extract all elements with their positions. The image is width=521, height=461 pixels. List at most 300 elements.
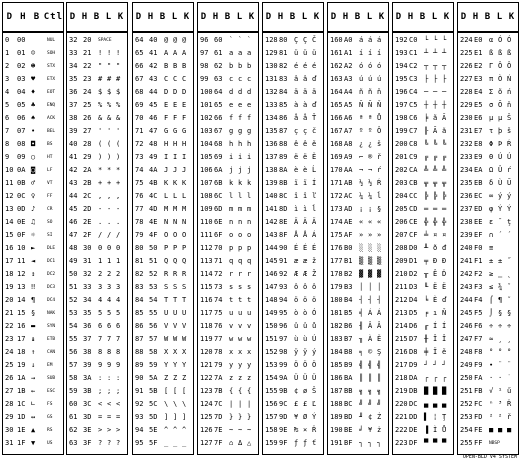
code-cell: 111 (200, 231, 213, 239)
code-cell: BD (344, 413, 353, 421)
code-cell: ň (507, 101, 512, 109)
header-label: H (472, 12, 480, 22)
code-cell: ü (312, 49, 317, 57)
code-row (3, 385, 63, 398)
code-cell: ß (507, 49, 512, 57)
code-cell: 3E (83, 426, 92, 434)
code-cell: 41 (69, 153, 78, 161)
code-row (67, 398, 127, 411)
code-row (328, 359, 388, 372)
code-row (133, 320, 193, 333)
code-row (67, 34, 127, 47)
code-cell: à (303, 101, 308, 109)
code-row (198, 190, 258, 203)
code-cell: 9 (98, 361, 103, 369)
code-cell: EC (474, 192, 483, 200)
code-cell: 51 (149, 257, 158, 265)
code-cell: ↨ (31, 335, 36, 343)
code-cell: ď (312, 75, 317, 83)
code-row (133, 34, 193, 47)
code-row (393, 307, 453, 320)
code-cell: F0 (474, 244, 483, 252)
code-cell: 42 (149, 62, 158, 70)
code-row (393, 437, 453, 450)
code-cell: 55 (69, 335, 78, 343)
code-cell: ∩ (489, 231, 494, 239)
code-cell: ◘ (31, 140, 36, 148)
code-cell: Δ (238, 439, 243, 447)
code-cell: VT (47, 181, 53, 186)
code-row (458, 138, 518, 151)
code-cell: ○ (31, 153, 36, 161)
code-row (458, 333, 518, 346)
code-cell: " (116, 62, 121, 70)
code-cell: ä (294, 88, 299, 96)
code-row (393, 177, 453, 190)
code-cell: Ô (507, 62, 512, 70)
code-cell: / (116, 231, 121, 239)
code-cell: ů (312, 322, 317, 330)
code-row (458, 112, 518, 125)
code-cell: D5 (409, 309, 418, 317)
code-cell: ≈ (489, 335, 494, 343)
code-cell: ◄ (31, 257, 36, 265)
code-cell: φ (489, 205, 494, 213)
code-cell: 96 (200, 36, 209, 44)
code-row (458, 125, 518, 138)
code-cell: ř (377, 153, 382, 161)
code-cell: 5F (149, 439, 158, 447)
code-cell: 32 (69, 36, 78, 44)
code-cell: 240 (460, 244, 473, 252)
code-cell: f (238, 114, 243, 122)
code-cell: 125 (200, 413, 213, 421)
code-cell: Í (442, 322, 447, 330)
code-cell: 200 (395, 140, 408, 148)
code-cell: 34 (69, 62, 78, 70)
code-cell: US (47, 441, 53, 446)
code-cell: ☻ (31, 62, 36, 70)
code-row (393, 385, 453, 398)
code-row (458, 307, 518, 320)
code-cell: F8 (474, 348, 483, 356)
code-cell: 56 (69, 348, 78, 356)
code-cell: ŕ (377, 166, 382, 174)
header-label: H (81, 12, 89, 22)
code-cell: SI (47, 233, 53, 238)
code-cell: ▄ (442, 400, 447, 408)
code-row (458, 47, 518, 60)
code-cell: 4 (98, 296, 103, 304)
code-cell: CR (47, 207, 53, 212)
code-cell: x (247, 348, 252, 356)
code-row (263, 190, 323, 203)
code-row (393, 60, 453, 73)
code-cell: ┼ (424, 101, 429, 109)
code-row (263, 320, 323, 333)
column-header (3, 3, 63, 33)
code-cell: ( (98, 140, 103, 148)
code-cell: 159 (265, 439, 278, 447)
code-cell: 216 (395, 348, 408, 356)
code-cell: 67 (135, 75, 144, 83)
code-cell: U (182, 309, 187, 317)
code-cell: a (247, 49, 252, 57)
code-cell: Ú (507, 153, 512, 161)
code-cell: ç (294, 127, 299, 135)
code-cell: 123 (200, 387, 213, 395)
header-label: D (200, 12, 208, 22)
code-cell: 102 (200, 114, 213, 122)
code-row (67, 424, 127, 437)
header-label: D (69, 12, 77, 22)
code-row (198, 47, 258, 60)
code-row (3, 86, 63, 99)
code-cell: 2B (83, 179, 92, 187)
code-cell: ű (507, 387, 512, 395)
code-cell: ! (116, 49, 121, 57)
code-cell: n (247, 218, 252, 226)
code-cell: V (164, 322, 169, 330)
code-cell: 1 (116, 257, 121, 265)
code-cell: 245 (460, 309, 473, 317)
code-row (263, 164, 323, 177)
code-cell: 195 (395, 75, 408, 83)
code-cell: ê (303, 140, 308, 148)
code-cell: 80 (135, 244, 144, 252)
code-cell: n (229, 218, 234, 226)
code-cell: ¢ (294, 387, 299, 395)
code-cell: 61 (214, 49, 223, 57)
code-cell: NBSP (489, 441, 500, 446)
code-cell: 146 (265, 270, 278, 278)
code-cell: 91 (135, 387, 144, 395)
code-cell: 31 (83, 257, 92, 265)
code-cell: s (247, 283, 252, 291)
code-cell: DC3 (47, 285, 56, 290)
code-cell: 5C (149, 400, 158, 408)
code-cell: Õ (498, 101, 503, 109)
code-cell: Q (173, 257, 178, 265)
header-label: D (135, 12, 143, 22)
code-cell: E3 (474, 75, 483, 83)
code-cell: á (359, 36, 364, 44)
column-header (458, 3, 518, 33)
code-cell: µ (489, 114, 494, 122)
code-cell: D3 (409, 283, 418, 291)
code-row (3, 60, 63, 73)
code-cell: _ (173, 439, 178, 447)
code-cell: 24 (5, 348, 14, 356)
code-cell: 50 (69, 270, 78, 278)
code-cell: ╬ (433, 218, 438, 226)
code-row (133, 307, 193, 320)
code-row (328, 34, 388, 47)
code-cell: 65 (214, 101, 223, 109)
code-cell: 81 (135, 257, 144, 265)
code-cell: š (377, 140, 382, 148)
code-cell: 55 (149, 309, 158, 317)
code-row (458, 216, 518, 229)
code-cell: ˇ (507, 283, 512, 291)
code-cell: 59 (149, 361, 158, 369)
code-row (393, 268, 453, 281)
code-cell: S (182, 283, 187, 291)
column-header (133, 3, 193, 33)
code-cell: Ì (433, 426, 438, 434)
code-row (263, 177, 323, 190)
code-cell: ETB (47, 337, 56, 342)
code-cell: 27 (83, 127, 92, 135)
code-row (3, 359, 63, 372)
code-cell: G (173, 127, 178, 135)
code-cell: 2A (83, 166, 92, 174)
code-cell: 8 (116, 348, 121, 356)
code-cell: H (164, 140, 169, 148)
code-cell: ı (433, 309, 438, 317)
code-cell: M (164, 205, 169, 213)
code-cell: 25 (83, 101, 92, 109)
code-row (198, 307, 258, 320)
code-cell: 34 (83, 296, 92, 304)
code-row (3, 424, 63, 437)
code-cell: Š (312, 387, 317, 395)
code-cell: 43 (149, 75, 158, 83)
code-cell: N (164, 218, 169, 226)
code-row (67, 333, 127, 346)
code-cell: U (164, 309, 169, 317)
code-cell: ß (498, 49, 503, 57)
code-cell: { (238, 387, 243, 395)
code-cell: ▀ (424, 439, 429, 447)
code-cell: À (368, 335, 373, 343)
code-cell: - (107, 205, 112, 213)
code-cell: ( (116, 140, 121, 148)
code-cell: ▓ (359, 270, 364, 278)
code-row (458, 34, 518, 47)
code-cell: z (247, 374, 252, 382)
code-cell: 52 (149, 270, 158, 278)
header-label: D (6, 12, 13, 22)
code-cell: 43 (69, 179, 78, 187)
code-row (3, 203, 63, 216)
code-cell: 40 (149, 36, 158, 44)
code-cell: Ä (303, 218, 308, 226)
code-cell: ╚ (442, 140, 447, 148)
code-cell: 237 (460, 205, 473, 213)
code-cell: ╝ (359, 400, 364, 408)
code-cell: ⌂ (229, 439, 234, 447)
code-cell: 9 (116, 361, 121, 369)
code-cell: ð (433, 244, 438, 252)
code-cell: ˛ (507, 270, 512, 278)
code-cell: Ű (507, 179, 512, 187)
code-cell: 9D (279, 413, 288, 421)
code-cell: Ď (442, 270, 447, 278)
code-cell: [ (173, 387, 178, 395)
code-cell: 184 (330, 348, 343, 356)
code-cell: 198 (395, 114, 408, 122)
code-cell: 18 (5, 270, 14, 278)
code-cell: Ø (303, 413, 308, 421)
code-cell: 155 (265, 387, 278, 395)
code-cell: $ (107, 88, 112, 96)
code-cell: P (173, 244, 178, 252)
code-cell: DC (409, 400, 418, 408)
code-cell: y (238, 361, 243, 369)
code-cell: ∞ (489, 192, 494, 200)
code-cell: 129 (265, 49, 278, 57)
code-cell: 4A (149, 166, 158, 174)
code-cell: ? (107, 439, 112, 447)
code-cell: . (107, 218, 112, 226)
code-cell: 85 (135, 309, 144, 317)
code-cell: Á (312, 231, 317, 239)
code-row (458, 294, 518, 307)
code-cell: 7 (5, 127, 10, 135)
code-cell: ^ (164, 426, 169, 434)
code-cell: L (173, 192, 178, 200)
code-cell: q (247, 257, 252, 265)
code-cell: z (229, 374, 234, 382)
code-cell: 122 (200, 374, 213, 382)
code-row (458, 60, 518, 73)
code-cell: 185 (330, 361, 343, 369)
code-cell: ╢ (359, 322, 364, 330)
code-cell: Ŕ (507, 140, 512, 148)
code-cell: 10 (5, 166, 14, 174)
code-row (67, 281, 127, 294)
code-row (263, 268, 323, 281)
code-cell: 86 (279, 114, 288, 122)
code-cell: ľ (312, 192, 317, 200)
code-cell: 0A (17, 166, 26, 174)
code-cell: H (182, 140, 187, 148)
code-row (3, 346, 63, 359)
code-cell: │ (377, 283, 382, 291)
code-row (198, 125, 258, 138)
code-cell: t (229, 296, 234, 304)
code-cell: ∟ (31, 400, 36, 408)
code-cell: ┤ (359, 296, 364, 304)
code-row (328, 203, 388, 216)
code-cell: 11 (17, 257, 26, 265)
code-cell: 5D (149, 413, 158, 421)
code-cell: t (247, 296, 252, 304)
code-cell: DF (409, 439, 418, 447)
code-cell: O (182, 231, 187, 239)
code-cell: └ (442, 36, 447, 44)
code-row (328, 333, 388, 346)
code-cell: F6 (474, 322, 483, 330)
code-cell: 167 (330, 127, 343, 135)
code-cell: ÿ (303, 348, 308, 356)
header-label: K (313, 12, 321, 22)
code-cell: ¿ (368, 140, 373, 148)
code-cell: ╪ (424, 348, 429, 356)
code-cell: 22 (83, 62, 92, 70)
code-cell: § (377, 205, 382, 213)
code-cell: T (164, 296, 169, 304)
code-cell: EOT (47, 90, 56, 95)
code-row (328, 112, 388, 125)
code-cell: 02 (17, 62, 26, 70)
code-cell: 109 (200, 205, 213, 213)
code-cell: 191 (330, 439, 343, 447)
code-row (458, 255, 518, 268)
code-cell: 50 (149, 244, 158, 252)
code-cell: Þ (498, 140, 503, 148)
code-cell: W (182, 335, 187, 343)
code-cell: 26 (83, 114, 92, 122)
code-cell: ╡ (359, 309, 364, 317)
code-row (198, 255, 258, 268)
code-cell: DLE (47, 246, 56, 251)
code-cell: ¬ (359, 166, 364, 174)
code-cell: Å (303, 231, 308, 239)
code-cell: 63 (69, 439, 78, 447)
code-cell: 220 (395, 400, 408, 408)
header-label: L (496, 12, 504, 22)
code-cell: ┤ (368, 296, 373, 304)
code-cell: 176 (330, 244, 343, 252)
code-row (198, 385, 258, 398)
code-cell: y (247, 361, 252, 369)
code-cell: 172 (330, 192, 343, 200)
code-cell: 175 (330, 231, 343, 239)
code-cell: , (98, 192, 103, 200)
code-cell: 8F (279, 231, 288, 239)
code-row (393, 320, 453, 333)
header-label: H (20, 12, 27, 22)
code-cell: ╠ (442, 192, 447, 200)
code-row (133, 346, 193, 359)
code-cell: û (303, 322, 308, 330)
code-cell: 95 (135, 439, 144, 447)
code-row (198, 229, 258, 242)
code-cell: Q (182, 257, 187, 265)
code-cell: 214 (395, 322, 408, 330)
code-column-6 (392, 2, 454, 455)
code-cell: i (229, 153, 234, 161)
code-cell: 246 (460, 322, 473, 330)
code-cell: s (229, 283, 234, 291)
code-cell: ♫ (31, 218, 36, 226)
code-cell: Î (442, 335, 447, 343)
code-cell: CE (409, 218, 418, 226)
code-cell: Ñ (359, 101, 364, 109)
code-cell: w (238, 335, 243, 343)
code-cell: ¢ (368, 413, 373, 421)
code-cell: J (164, 166, 169, 174)
code-cell: ■ (489, 426, 494, 434)
code-cell: NAK (47, 311, 56, 316)
code-row (328, 307, 388, 320)
code-cell: 135 (265, 127, 278, 135)
code-cell: Ü (303, 374, 308, 382)
code-row (263, 359, 323, 372)
code-row (133, 60, 193, 73)
code-cell: 165 (330, 101, 343, 109)
code-row (67, 203, 127, 216)
code-cell: 85 (279, 101, 288, 109)
code-cell: ř (507, 413, 512, 421)
code-cell: ┬ (433, 62, 438, 70)
code-cell: C3 (409, 75, 418, 83)
code-cell: SYN (47, 324, 56, 329)
code-cell: FS (47, 402, 53, 407)
code-cell: π (489, 75, 494, 83)
